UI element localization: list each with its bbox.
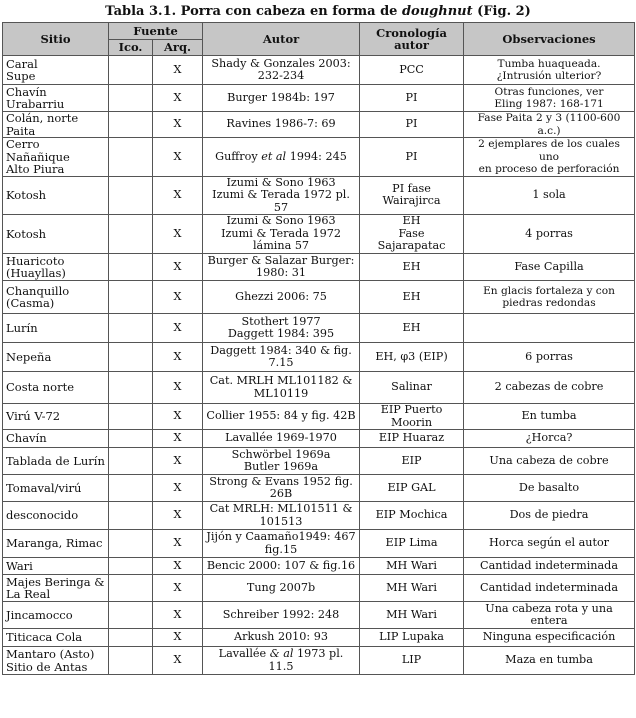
cell-observaciones: Cantidad indeterminada: [464, 575, 635, 602]
cell-sitio: Maranga, Rimac: [3, 530, 109, 558]
cell-ico: [109, 404, 153, 430]
table-row: [3, 176, 635, 215]
cell-sitio: Lurín: [3, 314, 109, 343]
cell-ico: [109, 314, 153, 343]
table-row: [3, 85, 635, 112]
cell-autor: Arkush 2010: 93: [203, 629, 360, 647]
cell-arq: X: [153, 475, 203, 502]
cell-cronologia: MH Wari: [360, 602, 464, 629]
cell-autor: Stothert 1977 Daggett 1984: 395: [203, 314, 360, 343]
cell-ico: [109, 558, 153, 575]
table-row: [3, 475, 635, 502]
cell-ico: [109, 343, 153, 372]
cell-ico: [109, 575, 153, 602]
cell-arq: X: [153, 647, 203, 675]
cell-cronologia: PI: [360, 112, 464, 138]
caption-italic: doughnut: [401, 4, 473, 19]
cell-sitio: Colán, norte Paita: [3, 112, 109, 138]
cell-sitio: Jincamocco: [3, 602, 109, 629]
cell-autor: Schreiber 1992: 248: [203, 602, 360, 629]
cell-arq: X: [153, 56, 203, 85]
cell-autor: Lavallée & al 1973 pl. 11.5: [203, 647, 360, 675]
cell-observaciones: En tumba: [464, 404, 635, 430]
caption-suffix: (Fig. 2): [472, 4, 531, 19]
cell-autor: Burger & Salazar Burger: 1980: 31: [203, 254, 360, 281]
cell-sitio: Majes Beringa & La Real: [3, 575, 109, 602]
cell-ico: [109, 56, 153, 85]
cell-ico: [109, 112, 153, 138]
cell-sitio: Wari: [3, 558, 109, 575]
cell-sitio: Titicaca Cola: [3, 629, 109, 647]
cell-sitio: Kotosh: [3, 215, 109, 254]
cell-cronologia: MH Wari: [360, 558, 464, 575]
cell-autor: Izumi & Sono 1963 Izumi & Terada 1972 pl. 57: [203, 176, 360, 215]
cell-autor: Jijón y Caamaño1949: 467 fig.15: [203, 530, 360, 558]
cell-arq: X: [153, 281, 203, 314]
cell-observaciones: Una cabeza rota y una entera: [464, 602, 635, 629]
cell-arq: X: [153, 85, 203, 112]
cell-observaciones: 2 cabezas de cobre: [464, 372, 635, 404]
caption-prefix: Tabla 3.1. Porra con cabeza en forma de: [105, 4, 402, 19]
cell-arq: X: [153, 343, 203, 372]
cell-observaciones: Maza en tumba: [464, 647, 635, 675]
cell-autor: Schwörbel 1969a Butler 1969a: [203, 448, 360, 475]
cell-autor: Daggett 1984: 340 & fig. 7.15: [203, 343, 360, 372]
cell-cronologia: EIP Huaraz: [360, 430, 464, 448]
cell-cronologia: EIP Lima: [360, 530, 464, 558]
cell-arq: X: [153, 372, 203, 404]
cell-arq: X: [153, 138, 203, 177]
cell-observaciones: Horca según el autor: [464, 530, 635, 558]
cell-autor: Izumi & Sono 1963 Izumi & Terada 1972 lámina 57: [203, 215, 360, 254]
cell-cronologia: EIP Puerto Moorin: [360, 404, 464, 430]
cell-autor: Cat. MRLH ML101182 & ML10119: [203, 372, 360, 404]
cell-autor: Lavallée 1969-1970: [203, 430, 360, 448]
cell-ico: [109, 281, 153, 314]
cell-cronologia: EH, φ3 (EIP): [360, 343, 464, 372]
cell-arq: X: [153, 558, 203, 575]
cell-observaciones: Dos de piedra: [464, 502, 635, 530]
cell-observaciones: [464, 314, 635, 343]
cell-arq: X: [153, 176, 203, 215]
cell-observaciones: En glacis fortaleza y con piedras redondas: [464, 281, 635, 314]
cell-cronologia: PI: [360, 138, 464, 177]
cell-autor: Collier 1955: 84 y fig. 42B: [203, 404, 360, 430]
cell-sitio: Tomaval/virú: [3, 475, 109, 502]
table-caption: [0, 2, 636, 22]
cell-observaciones: De basalto: [464, 475, 635, 502]
cell-observaciones: 6 porras: [464, 343, 635, 372]
table-row: [3, 404, 635, 430]
table-row: [3, 343, 635, 372]
header-arq: Arq.: [153, 40, 203, 56]
table-row: [3, 254, 635, 281]
cell-sitio: Virú V-72: [3, 404, 109, 430]
cell-observaciones: 4 porras: [464, 215, 635, 254]
cell-cronologia: EH Fase Sajarapatac: [360, 215, 464, 254]
cell-cronologia: Salinar: [360, 372, 464, 404]
cell-cronologia: EH: [360, 281, 464, 314]
cell-observaciones: Otras funciones, ver Eling 1987: 168-171: [464, 85, 635, 112]
cell-observaciones: Cantidad indeterminada: [464, 558, 635, 575]
cell-arq: X: [153, 530, 203, 558]
table-row: [3, 575, 635, 602]
cell-ico: [109, 629, 153, 647]
table-row: [3, 502, 635, 530]
cell-cronologia: EIP Mochica: [360, 502, 464, 530]
cell-autor: Ghezzi 2006: 75: [203, 281, 360, 314]
cell-observaciones: ¿Horca?: [464, 430, 635, 448]
cell-cronologia: LIP Lupaka: [360, 629, 464, 647]
cell-arq: X: [153, 502, 203, 530]
cell-ico: [109, 430, 153, 448]
cell-autor: Shady & Gonzales 2003: 232-234: [203, 56, 360, 85]
cell-ico: [109, 475, 153, 502]
cell-arq: X: [153, 602, 203, 629]
table-row: [3, 558, 635, 575]
cell-observaciones: 2 ejemplares de los cuales uno en proceso de perforación: [464, 138, 635, 177]
cell-autor: Ravines 1986-7: 69: [203, 112, 360, 138]
cell-ico: [109, 448, 153, 475]
cell-arq: X: [153, 314, 203, 343]
table-row: [3, 56, 635, 85]
cell-sitio: Tablada de Lurín: [3, 448, 109, 475]
cell-sitio: Chavín Urabarriu: [3, 85, 109, 112]
table-row: [3, 372, 635, 404]
cell-ico: [109, 176, 153, 215]
cell-ico: [109, 372, 153, 404]
cell-cronologia: EIP: [360, 448, 464, 475]
cell-autor: Bencic 2000: 107 & fig.16: [203, 558, 360, 575]
cell-ico: [109, 602, 153, 629]
header-sitio: Sitio: [3, 23, 109, 56]
cell-cronologia: LIP: [360, 647, 464, 675]
cell-sitio: Caral Supe: [3, 56, 109, 85]
cell-cronologia: PCC: [360, 56, 464, 85]
table-row: [3, 602, 635, 629]
header-observaciones: Observaciones: [464, 23, 635, 56]
data-table: [2, 22, 635, 675]
table-row: [3, 281, 635, 314]
cell-autor: Guffroy et al 1994: 245: [203, 138, 360, 177]
table-row: [3, 314, 635, 343]
cell-ico: [109, 647, 153, 675]
cell-sitio: Chavín: [3, 430, 109, 448]
table-row: [3, 138, 635, 177]
cell-ico: [109, 254, 153, 281]
table-row: [3, 448, 635, 475]
cell-sitio: Cerro Nañañique Alto Piura: [3, 138, 109, 177]
cell-arq: X: [153, 430, 203, 448]
cell-sitio: Nepeña: [3, 343, 109, 372]
cell-cronologia: EH: [360, 314, 464, 343]
cell-observaciones: Fase Capilla: [464, 254, 635, 281]
cell-ico: [109, 215, 153, 254]
cell-arq: X: [153, 404, 203, 430]
header-autor: Autor: [203, 23, 360, 56]
table-row: [3, 629, 635, 647]
cell-arq: X: [153, 448, 203, 475]
cell-autor: Cat MRLH: ML101511 & 101513: [203, 502, 360, 530]
cell-cronologia: PI fase Wairajirca: [360, 176, 464, 215]
table-row: [3, 430, 635, 448]
cell-sitio: Mantaro (Asto) Sitio de Antas: [3, 647, 109, 675]
table-row: [3, 112, 635, 138]
cell-observaciones: Ninguna especificación: [464, 629, 635, 647]
cell-observaciones: Una cabeza de cobre: [464, 448, 635, 475]
cell-sitio: Huaricoto (Huayllas): [3, 254, 109, 281]
cell-arq: X: [153, 215, 203, 254]
cell-ico: [109, 530, 153, 558]
cell-arq: X: [153, 575, 203, 602]
table-row: [3, 215, 635, 254]
cell-cronologia: PI: [360, 85, 464, 112]
cell-observaciones: Tumba huaqueada. ¿Intrusión ulterior?: [464, 56, 635, 85]
cell-ico: [109, 85, 153, 112]
cell-ico: [109, 502, 153, 530]
header-cronologia: Cronología autor: [360, 23, 464, 56]
table-row: [3, 647, 635, 675]
cell-autor: Tung 2007b: [203, 575, 360, 602]
cell-cronologia: EIP GAL: [360, 475, 464, 502]
table-body: [3, 56, 635, 675]
cell-cronologia: MH Wari: [360, 575, 464, 602]
cell-sitio: Kotosh: [3, 176, 109, 215]
cell-arq: X: [153, 112, 203, 138]
cell-autor: Strong & Evans 1952 fig. 26B: [203, 475, 360, 502]
cell-sitio: Costa norte: [3, 372, 109, 404]
cell-observaciones: Fase Paita 2 y 3 (1100-600 a.c.): [464, 112, 635, 138]
cell-autor: Burger 1984b: 197: [203, 85, 360, 112]
cell-ico: [109, 138, 153, 177]
header-fuente: Fuente: [109, 23, 203, 40]
cell-arq: X: [153, 629, 203, 647]
table-row: [3, 530, 635, 558]
cell-sitio: desconocido: [3, 502, 109, 530]
cell-sitio: Chanquillo (Casma): [3, 281, 109, 314]
cell-cronologia: EH: [360, 254, 464, 281]
header-ico: Ico.: [109, 40, 153, 56]
cell-observaciones: 1 sola: [464, 176, 635, 215]
cell-arq: X: [153, 254, 203, 281]
